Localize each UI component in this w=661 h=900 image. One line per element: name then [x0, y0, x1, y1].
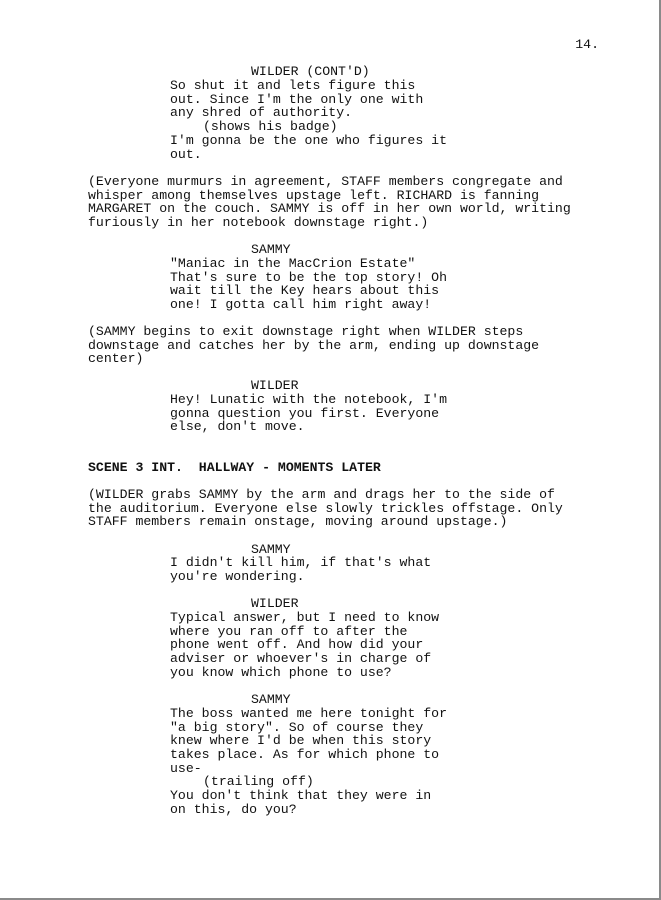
character-name: SAMMY: [251, 542, 291, 557]
text-line: knew where I'd be when this story: [170, 733, 432, 749]
action-text: [88, 325, 539, 366]
text-line: Hey! Lunatic with the notebook, I'm: [170, 392, 447, 407]
dialogue: [170, 789, 431, 816]
text-line: "a big story". So of course they: [170, 719, 424, 735]
text-line: out. Since I'm the only one with: [170, 91, 424, 107]
text-line: takes place. As for which phone to: [170, 747, 440, 763]
text-line: the auditorium. Everyone else slowly trickles offstage. Only: [88, 500, 563, 516]
text-line: wait till the Key hears about this: [170, 283, 440, 299]
text-line: adviser or whoever's in charge of: [170, 651, 432, 667]
text-line: That's sure to be the top story! Oh: [170, 269, 447, 285]
text-line: out.: [170, 146, 202, 162]
text-line: you know which phone to use?: [170, 664, 392, 680]
dialogue: [170, 134, 447, 161]
character-name: SAMMY: [251, 692, 291, 707]
text-line: (Everyone murmurs in agreement, STAFF members congregate and: [88, 174, 563, 189]
text-line: use-: [170, 760, 202, 776]
dialogue: [170, 707, 447, 775]
text-line: downstage and catches her by the arm, ending up downstage: [88, 337, 540, 353]
character-name: WILDER: [251, 378, 299, 393]
action-text: [88, 175, 571, 230]
character-name: WILDER: [251, 596, 299, 611]
text-line: (SAMMY begins to exit downstage right when WILDER steps: [88, 324, 524, 339]
dialogue: [170, 257, 447, 312]
parenthetical: (trailing off): [203, 774, 314, 789]
action-text: [88, 488, 563, 529]
page-number: 14.: [575, 37, 599, 52]
text-line: one! I gotta call him right away!: [170, 297, 432, 313]
text-line: Typical answer, but I need to know: [170, 610, 440, 625]
character-name: WILDER (CONT'D): [251, 64, 370, 79]
text-line: any shred of authority.: [170, 105, 353, 121]
dialogue: [170, 556, 431, 583]
dialogue: [170, 611, 439, 679]
dialogue: [170, 393, 447, 434]
text-line: whisper among themselves upstage left. RICHARD is fanning: [88, 187, 540, 203]
dialogue: [170, 79, 423, 120]
text-line: furiously in her notebook downstage right.): [88, 215, 429, 231]
character-name: SAMMY: [251, 242, 291, 257]
text-line: MARGARET on the couch. SAMMY is off in her own world, writing: [88, 201, 571, 217]
text-line: The boss wanted me here tonight for: [170, 706, 447, 721]
text-line: on this, do you?: [170, 801, 297, 817]
text-line: center): [88, 351, 144, 367]
parenthetical: (shows his badge): [203, 119, 338, 134]
text-line: You don't think that they were in: [170, 788, 432, 803]
text-line: STAFF members remain onstage, moving around upstage.): [88, 514, 508, 530]
text-line: I didn't kill him, if that's what: [170, 555, 432, 570]
text-line: gonna question you first. Everyone: [170, 405, 440, 421]
text-line: I'm gonna be the one who figures it: [170, 133, 447, 148]
text-line: "Maniac in the MacCrion Estate": [170, 256, 416, 271]
text-line: phone went off. And how did your: [170, 637, 424, 653]
scene-heading: SCENE 3 INT. HALLWAY - MOMENTS LATER: [88, 460, 381, 475]
text-line: So shut it and lets figure this: [170, 78, 416, 93]
text-line: (WILDER grabs SAMMY by the arm and drags her to the side of: [88, 487, 555, 502]
text-line: you're wondering.: [170, 568, 305, 584]
text-line: where you ran off to after the: [170, 623, 408, 639]
text-line: else, don't move.: [170, 419, 305, 435]
